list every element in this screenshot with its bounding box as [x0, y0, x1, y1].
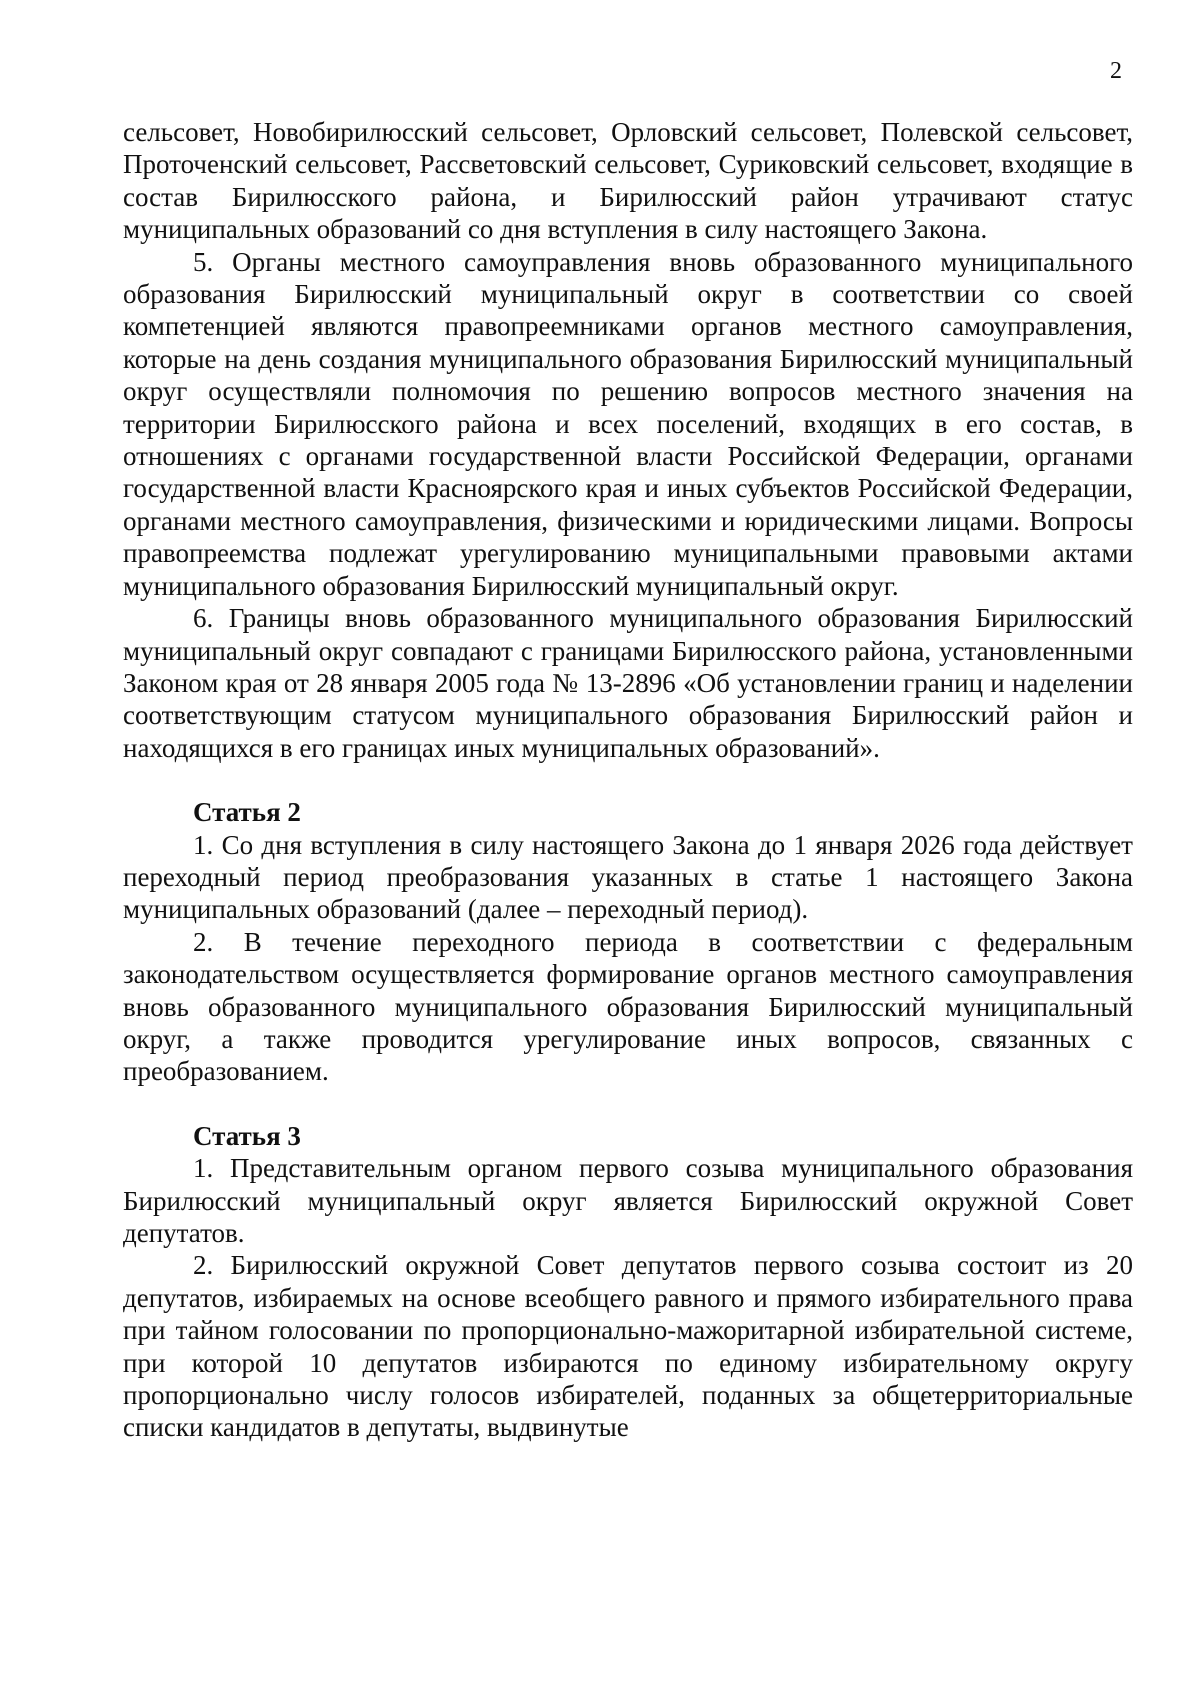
paragraph-continuation: сельсовет, Новобирилюсский сельсовет, Орловский сельсовет, Полевской сельсовет, Проточенский сельсовет, Рассветовский сельсовет, Суриковский сельсовет, входящие в состав Бирилюсского района, и Бирилюсский район утрачивают статус муниципальных образований со дня вступления в силу настоящего Закона.: [123, 117, 1133, 245]
article-2-heading: Статья 2: [193, 797, 301, 828]
paragraph-item-5: 5. Органы местного самоуправления вновь образованного муниципального образования Бирилюсский муниципальный округ в соответствии со своей компетенцией являются правопреемниками органов местного самоуправления, которые на день создания муниципального образования Бирилюсский муниципальный округ осуществляли полномочия по решению вопросов местного значения на территории Бирилюсского района и всех поселений, входящих в его состав, в отношениях с органами государственной власти Российской Федерации, органами государственной власти Красноярского края и иных субъектов Российской Федерации, органами местного самоуправления, физическими и юридическими лицами. Вопросы правопреемства подлежат урегулированию муниципальными правовыми актами муниципального образования Бирилюсский муниципальный округ.: [123, 246, 1133, 601]
page-number: 2: [1110, 58, 1122, 84]
article-2-paragraph-2: 2. В течение переходного периода в соответствии с федеральным законодательством осуществляется формирование органов местного самоуправления вновь образованного муниципального образования Бирилюсский муниципальный округ, а также проводится урегулирование иных вопросов, связанных с преобразованием.: [123, 926, 1133, 1087]
article-3-heading: Статья 3: [193, 1120, 301, 1151]
paragraph-item-6: 6. Границы вновь образованного муниципального образования Бирилюсский муниципальный округ совпадают с границами Бирилюсского района, установленными Законом края от 28 января 2005 года № 13-2896 «Об установлении границ и наделении соответствующим статусом муниципального образования Бирилюсский район и находящихся в его границах иных муниципальных образований».: [123, 603, 1133, 763]
article-3-paragraph-1: 1. Представительным органом первого созыва муниципального образования Бирилюсский муниципальный округ является Бирилюсский окружной Совет депутатов.: [123, 1153, 1133, 1248]
article-3-paragraph-2: 2. Бирилюсский окружной Совет депутатов первого созыва состоит из 20 депутатов, избираемых на основе всеобщего равного и прямого избирательного права при тайном голосовании по пропорционально-мажоритарной избирательной системе, при которой 10 депутатов избираются по единому избирательному округу пропорционально числу голосов избирателей, поданных за общетерриториальные списки кандидатов в депутаты, выдвинутые: [123, 1250, 1133, 1443]
article-2-paragraph-1: 1. Со дня вступления в силу настоящего Закона до 1 января 2026 года действует переходный период преобразования указанных в статье 1 настоящего Закона муниципальных образований (далее – переходный период).: [123, 829, 1133, 925]
document-body: [123, 116, 1133, 1444]
